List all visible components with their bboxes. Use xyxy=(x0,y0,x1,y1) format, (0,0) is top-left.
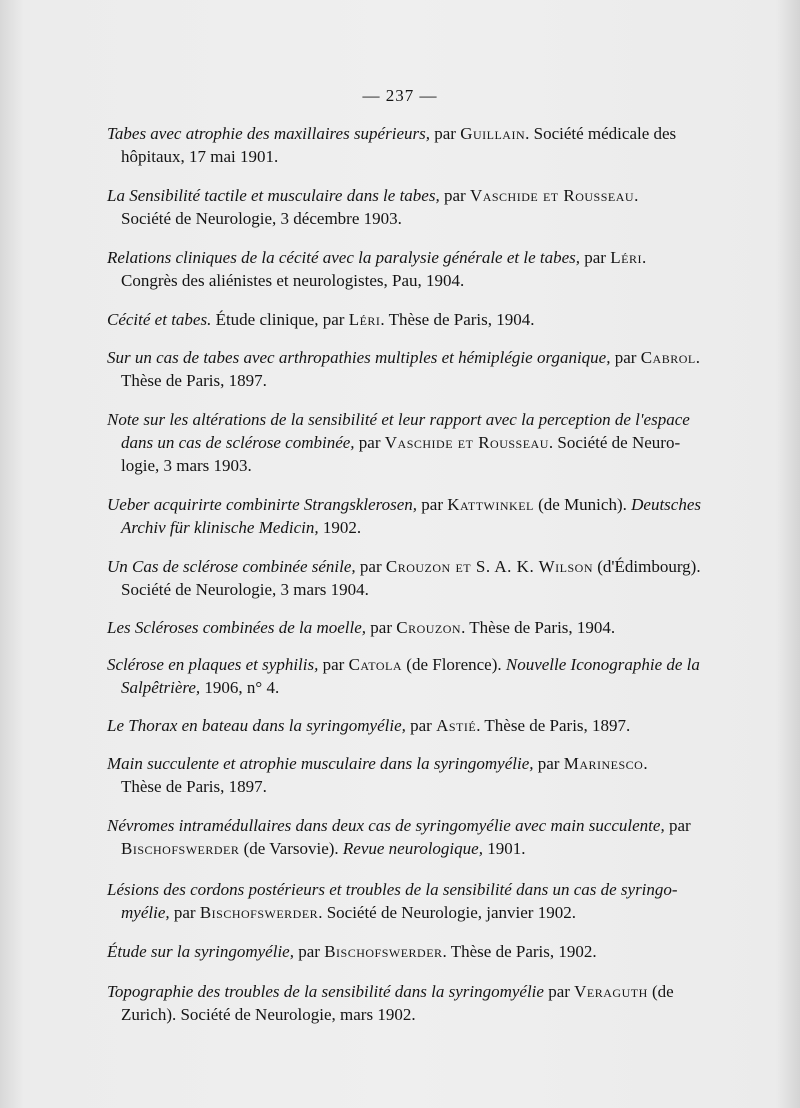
entry-par: par xyxy=(322,655,345,674)
entry-par: par xyxy=(421,495,444,514)
bibliography-entry xyxy=(107,752,744,798)
entry-source: (de Varsovie). xyxy=(239,839,339,858)
entry-author: Bischofswerder xyxy=(121,839,240,858)
entry-author: Kattwinkel xyxy=(447,495,534,514)
bibliography-entry xyxy=(107,246,744,292)
entry-title: Ueber acquirirte combinirte Strangsklerosen, xyxy=(107,495,418,514)
entry-source: 1906, n° 4. xyxy=(200,678,280,697)
entry-author: Crouzon et S. A. K. Wilson xyxy=(385,557,594,576)
bibliography-entry xyxy=(107,940,744,963)
entry-par: par xyxy=(173,903,196,922)
entry-line xyxy=(107,676,744,699)
entry-author: Astié xyxy=(436,716,477,735)
entry-line: logie, 3 mars 1903. xyxy=(121,456,252,475)
entry-source: (d'Édimbourg). xyxy=(593,557,701,576)
entry-line: Congrès des aliénistes et neurologistes, Pau, 1904. xyxy=(121,271,465,290)
entry-line xyxy=(107,184,744,207)
entry-journal: Deutsches xyxy=(631,495,701,514)
entry-source: (de Florence). xyxy=(402,655,502,674)
entry-source: . Société de Neuro- xyxy=(548,433,681,452)
entry-par: par xyxy=(548,982,570,1001)
entry-author: Marinesco xyxy=(563,754,644,773)
entry-journal-cont: Archiv für klinische Medicin, xyxy=(121,518,319,537)
entry-par: par xyxy=(434,124,456,143)
entry-source: (de xyxy=(647,982,674,1001)
entry-title: La Sensibilité tactile et musculaire dans le tabes, xyxy=(107,186,440,205)
entry-title: Les Scléroses combinées de la moelle, xyxy=(107,618,367,637)
entry-title: Topographie des troubles de la sensibilité dans la syringomyélie xyxy=(107,982,544,1001)
entry-line xyxy=(107,752,744,775)
entry-line xyxy=(107,122,744,145)
entry-title: Étude sur la syringomyélie, xyxy=(107,942,294,961)
entry-line xyxy=(107,308,744,331)
entry-title: Sclérose en plaques et syphilis, xyxy=(107,655,319,674)
entry-journal: Revue neurologique, xyxy=(342,839,483,858)
entry-line xyxy=(107,653,744,676)
entry-author: Guillain xyxy=(460,124,526,143)
bibliography-entry xyxy=(107,878,744,924)
bibliography-entry xyxy=(107,122,744,168)
bibliography-entry xyxy=(107,814,744,860)
entry-source: 1901. xyxy=(482,839,526,858)
entry-source: . xyxy=(641,248,647,267)
entry-line xyxy=(107,346,744,369)
entry-line: Zurich). Société de Neurologie, mars 1902. xyxy=(121,1005,416,1024)
bibliography-entry xyxy=(107,980,744,1026)
entry-line: hôpitaux, 17 mai 1901. xyxy=(121,147,279,166)
entry-line xyxy=(107,616,744,639)
entry-line: Société de Neurologie, 3 mars 1904. xyxy=(121,580,369,599)
entry-title: Cécité et tabes. xyxy=(107,310,212,329)
entry-line: Thèse de Paris, 1897. xyxy=(121,371,267,390)
entry-source: . Thèse de Paris, 1904. xyxy=(380,310,535,329)
entry-line xyxy=(107,837,744,860)
entry-line xyxy=(107,878,744,901)
bibliography-entry xyxy=(107,346,744,392)
entry-journal-cont: Salpêtrière, xyxy=(121,678,201,697)
entry-line xyxy=(107,516,744,539)
entry-author: Crouzon xyxy=(396,618,462,637)
entry-author: Cabrol xyxy=(640,348,696,367)
bibliography-entry xyxy=(107,555,744,601)
entry-line xyxy=(107,940,744,963)
entry-title-cont: myélie, xyxy=(121,903,170,922)
entry-author: Bischofswerder xyxy=(324,942,443,961)
entry-author: Léri xyxy=(610,248,642,267)
entry-par: par xyxy=(358,433,381,452)
entry-source: . Thèse de Paris, 1902. xyxy=(442,942,597,961)
entry-title: Note sur les altérations de la sensibilité et leur rapport avec la perception de l'espace xyxy=(107,410,690,429)
entry-title: Un Cas de sclérose combinée sénile, xyxy=(107,557,356,576)
entry-title: Relations cliniques de la cécité avec la paralysie générale et le tabes, xyxy=(107,248,581,267)
entry-line xyxy=(107,555,744,578)
entry-line xyxy=(107,980,744,1003)
entry-source: (de Munich). xyxy=(533,495,627,514)
entry-title: Névromes intramédullaires dans deux cas de syringomyélie avec main succulente, xyxy=(107,816,665,835)
entry-source: . xyxy=(643,754,648,773)
entry-line xyxy=(107,814,744,837)
entry-author: Catola xyxy=(348,655,403,674)
entry-source: . Thèse de Paris, 1897. xyxy=(476,716,631,735)
entry-title: Sur un cas de tabes avec arthropathies multiples et hémiplégie organique, xyxy=(107,348,611,367)
entry-line xyxy=(107,246,744,269)
bibliography-entry xyxy=(107,308,744,331)
entry-line: Thèse de Paris, 1897. xyxy=(121,777,267,796)
entry-source: 1902. xyxy=(318,518,362,537)
entry-par: par xyxy=(370,618,392,637)
entry-title: Lésions des cordons postérieurs et troubles de la sensibilité dans un cas de syringo- xyxy=(107,880,678,899)
entry-par: par xyxy=(443,186,466,205)
entry-par: par xyxy=(359,557,382,576)
entry-par: par xyxy=(614,348,637,367)
entry-title: Tabes avec atrophie des maxillaires supérieurs, xyxy=(107,124,430,143)
bibliography-entry xyxy=(107,616,744,639)
entry-line xyxy=(107,431,744,454)
entry-author: Veraguth xyxy=(574,982,648,1001)
entry-line: Société de Neurologie, 3 décembre 1903. xyxy=(121,209,402,228)
bibliography-entry xyxy=(107,408,744,477)
entry-par: par xyxy=(584,248,606,267)
entry-source: . xyxy=(695,348,700,367)
entry-source: . Société médicale des xyxy=(525,124,677,143)
entry-journal: Nouvelle Iconographie de la xyxy=(505,655,700,674)
entry-par: par xyxy=(537,754,560,773)
entry-author: Vaschide et Rousseau xyxy=(469,186,635,205)
bibliography-entry xyxy=(107,184,744,230)
bibliography-entry xyxy=(107,493,744,539)
entry-line xyxy=(107,901,744,924)
entry-source: Étude clinique, par xyxy=(211,310,345,329)
entry-title-cont: dans un cas de sclérose combinée, xyxy=(121,433,355,452)
entry-line xyxy=(107,408,744,431)
entry-author: Bischofswerder xyxy=(199,903,319,922)
entry-source: . Thèse de Paris, 1904. xyxy=(461,618,616,637)
entry-title: Le Thorax en bateau dans la syringomyélie, xyxy=(107,716,406,735)
entry-author: Vaschide et Rousseau xyxy=(384,433,549,452)
page-number: — 237 — xyxy=(362,86,438,105)
entry-source: . Société de Neurologie, janvier 1902. xyxy=(318,903,576,922)
bibliography-entry xyxy=(107,714,744,737)
entry-par: par xyxy=(298,942,320,961)
entry-line xyxy=(107,714,744,737)
bibliography-entry xyxy=(107,653,744,699)
entry-source: . xyxy=(634,186,639,205)
entry-line xyxy=(107,493,744,516)
entry-par: par xyxy=(668,816,691,835)
entry-par: par xyxy=(410,716,432,735)
entry-author: Léri xyxy=(348,310,381,329)
entry-title: Main succulente et atrophie musculaire dans la syringomyélie, xyxy=(107,754,534,773)
